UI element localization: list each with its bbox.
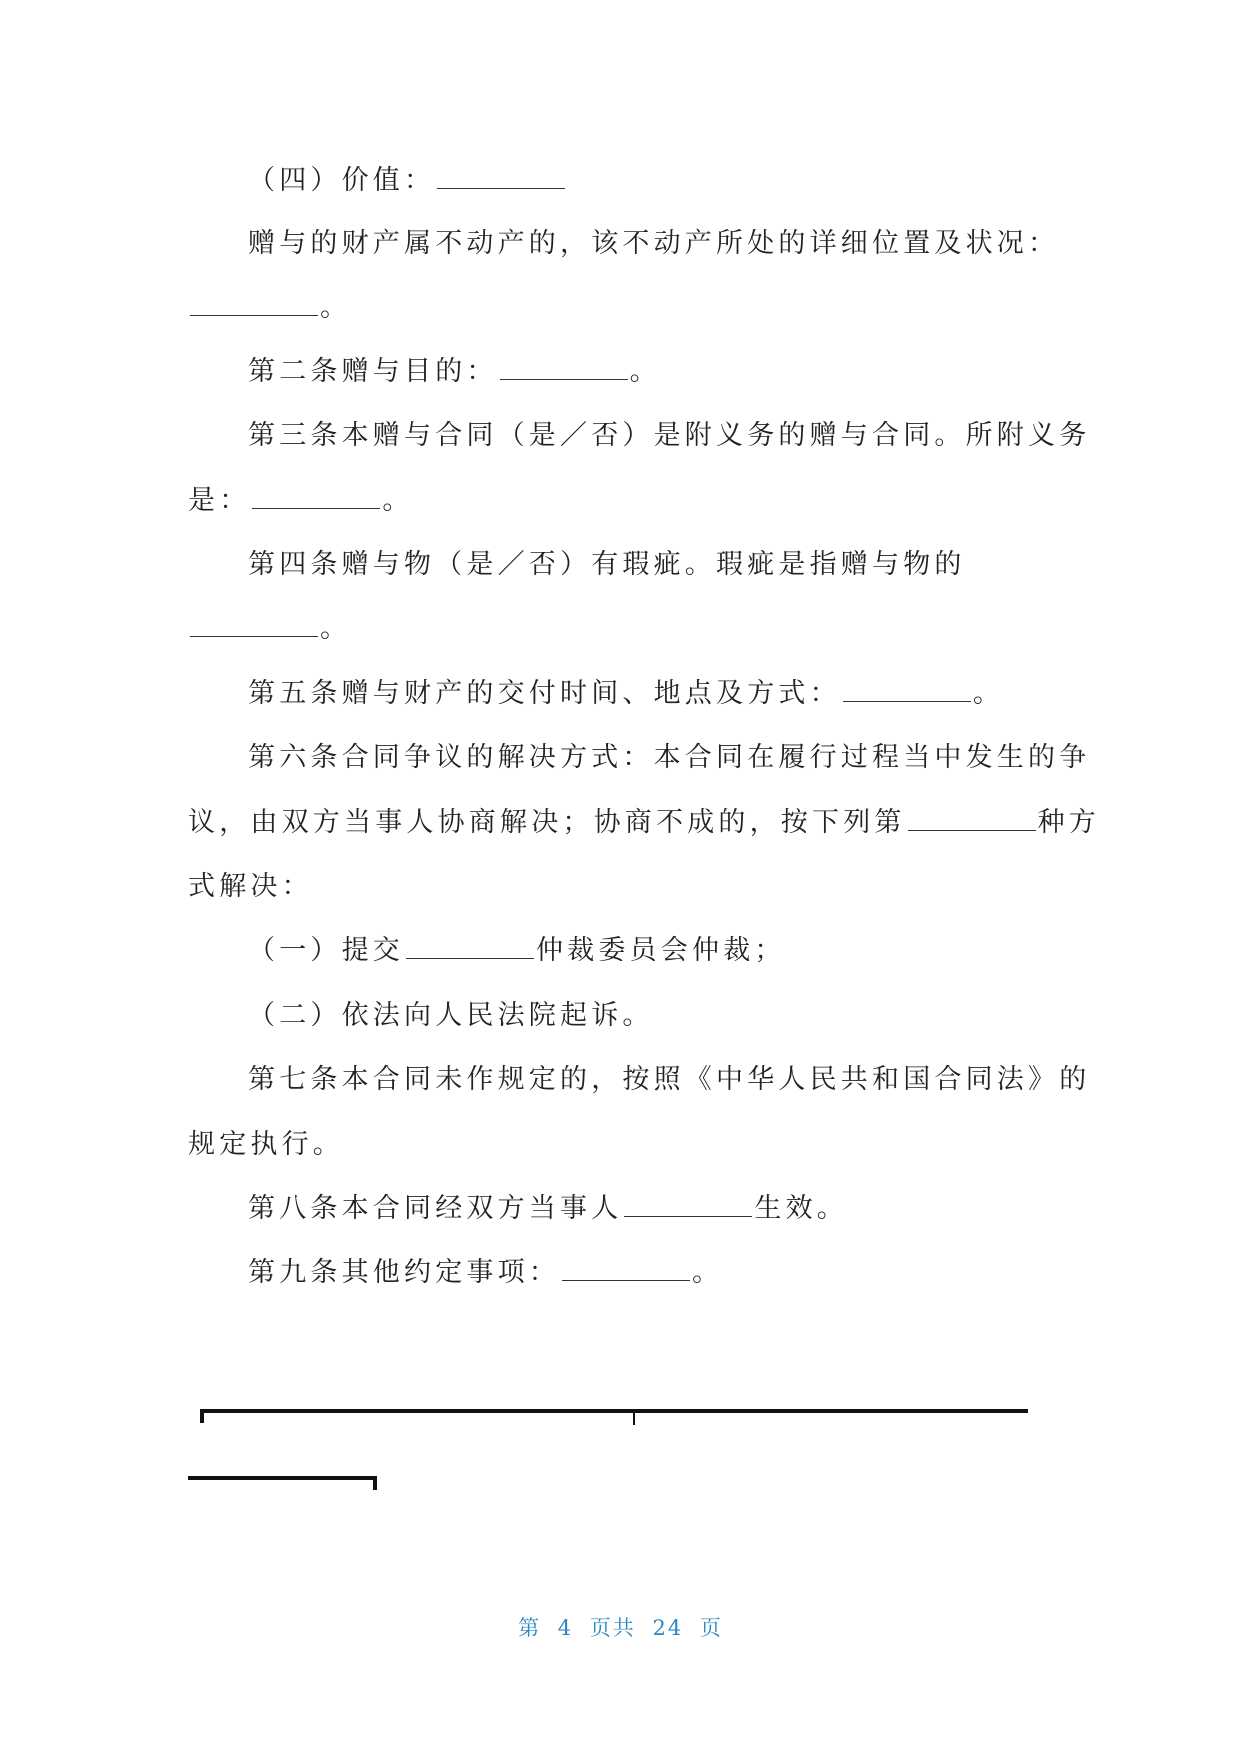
blank-field[interactable] [190, 622, 318, 637]
blank-field[interactable] [624, 1202, 752, 1217]
blank-field[interactable] [562, 1266, 690, 1281]
table-left-tick [200, 1409, 204, 1423]
line-text: 第八条本合同经双方当事人 [248, 1193, 623, 1224]
line-text: 第六条合同争议的解决方式：本合同在履行过程当中发生的争 [248, 742, 1091, 773]
line-real-estate-blank [188, 294, 351, 321]
line-text: （四）价值： [248, 165, 436, 196]
line-text: 第七条本合同未作规定的，按照《中华人民共和国合同法》的 [248, 1064, 1091, 1095]
page-total: 24 [652, 1616, 684, 1640]
blank-field[interactable] [843, 687, 971, 702]
line-text: 第九条其他约定事项： [248, 1257, 560, 1288]
blank-field[interactable] [437, 174, 565, 189]
option-1 [248, 937, 786, 964]
article-4 [248, 551, 966, 578]
line-text: 仲裁委员会仲裁； [536, 935, 786, 966]
line-text: 。 [320, 292, 352, 323]
article-2 [248, 358, 661, 385]
line-value [248, 167, 567, 194]
article-7 [248, 1066, 1090, 1093]
blank-field[interactable] [500, 365, 628, 380]
article-7-cont [188, 1131, 344, 1158]
footer-text: 页共 [589, 1616, 636, 1640]
table-right-tick [373, 1476, 377, 1490]
footer-text: 第 [518, 1616, 542, 1640]
line-text: 是： [188, 485, 251, 516]
blank-field[interactable] [190, 301, 318, 316]
line-text: 。 [972, 678, 1005, 709]
line-text: 生效。 [754, 1193, 849, 1224]
article-3-cont [188, 487, 414, 514]
table-mid-tick [633, 1411, 635, 1425]
line-real-estate [248, 230, 1059, 257]
line-text: 式解决： [188, 871, 313, 902]
article-5 [248, 680, 1004, 707]
article-6-cont2 [188, 873, 313, 900]
line-text: 第二条赠与目的： [248, 356, 498, 387]
line-text: 议，由双方当事人协商解决；协商不成的，按下列第 [188, 807, 906, 838]
page-footer [0, 1612, 1241, 1642]
blank-field[interactable] [908, 816, 1036, 831]
table-bottom-rule [188, 1476, 374, 1480]
line-text: 第四条赠与物（是／否）有瑕疵。瑕疵是指赠与物的 [248, 549, 966, 580]
line-text: （二）依法向人民法院起诉。 [248, 1000, 654, 1031]
line-text: 赠与的财产属不动产的，该不动产所处的详细位置及状况： [248, 228, 1060, 259]
option-2 [248, 1002, 654, 1029]
footer-text: 页 [699, 1616, 723, 1640]
article-3 [248, 422, 1090, 449]
line-text: （一）提交 [248, 935, 404, 966]
article-9 [248, 1259, 723, 1286]
line-text: 。 [320, 613, 352, 644]
article-8 [248, 1195, 848, 1222]
page-number: 4 [557, 1616, 574, 1640]
article-4-cont [188, 615, 351, 642]
table-top-rule [200, 1409, 1028, 1413]
line-text: 。 [629, 356, 661, 387]
line-text: 第五条赠与财产的交付时间、地点及方式： [248, 678, 841, 709]
line-text: 规定执行。 [188, 1129, 344, 1160]
line-text: 。 [692, 1257, 724, 1288]
blank-field[interactable] [406, 944, 534, 959]
blank-field[interactable] [252, 494, 380, 509]
article-6 [248, 744, 1090, 771]
article-6-cont [188, 809, 1100, 836]
line-text: 第三条本赠与合同（是／否）是附义务的赠与合同。所附义务 [248, 420, 1091, 451]
line-text: 。 [382, 485, 414, 516]
line-text: 种方 [1037, 807, 1101, 838]
